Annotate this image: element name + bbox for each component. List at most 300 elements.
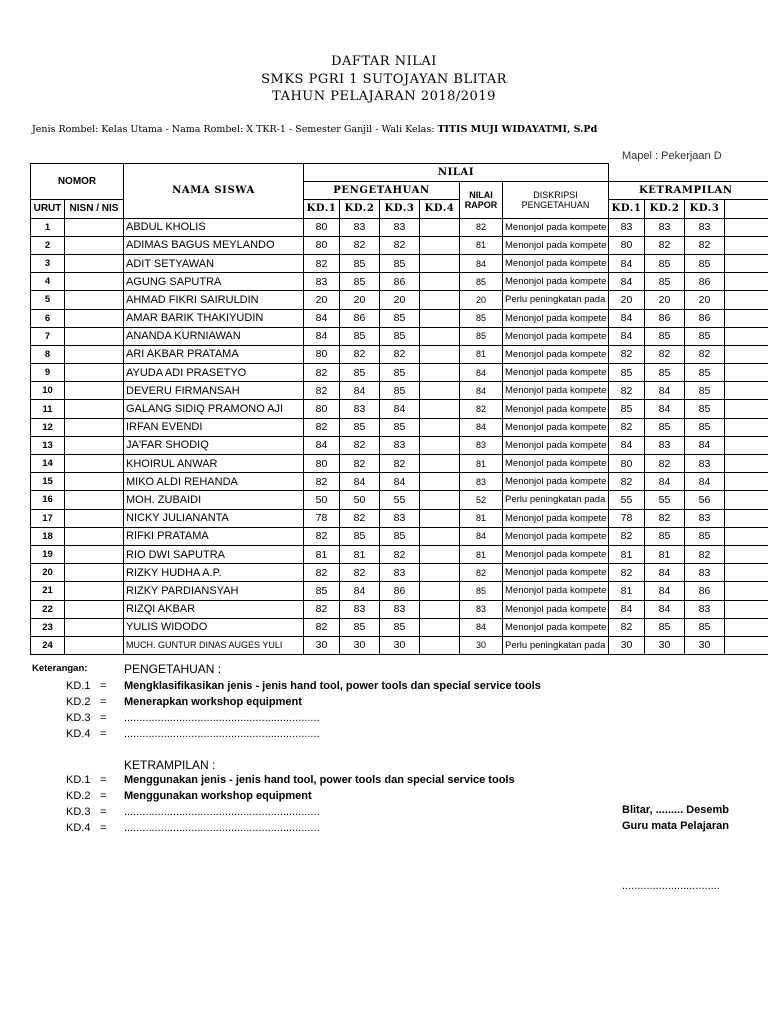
row-k-kd2: 85	[645, 254, 685, 272]
row-p-kd1: 84	[304, 327, 340, 345]
row-k-kd3: 85	[685, 527, 725, 545]
table-row	[31, 400, 768, 418]
header-deskripsi-line1: DISKRIPSI	[533, 189, 578, 200]
row-k-kd3: 83	[685, 564, 725, 582]
row-k-kd4	[725, 545, 768, 563]
row-nisn	[65, 273, 124, 291]
row-p-kd3: 83	[380, 436, 420, 454]
row-k-kd2: 85	[645, 364, 685, 382]
row-p-kd2: 85	[340, 254, 380, 272]
k-kd4-eq: =	[100, 822, 107, 834]
row-p-kd3: 85	[380, 364, 420, 382]
row-p-kd1: 20	[304, 291, 340, 309]
row-k-kd2: 85	[645, 418, 685, 436]
row-p-kd2: 82	[340, 509, 380, 527]
row-k-kd3: 86	[685, 273, 725, 291]
row-deskripsi: Menonjol pada kompete	[503, 473, 609, 491]
table-row	[31, 254, 768, 272]
wali-kelas-name: TITIS MUJI WIDAYATMI, S.Pd	[437, 124, 598, 135]
p-kd2-eq: =	[100, 696, 107, 708]
row-p-kd2: 85	[340, 527, 380, 545]
row-k-kd3: 85	[685, 327, 725, 345]
k-kd1-text: Menggunakan jenis - jenis hand tool, power tools dan special service tools	[124, 774, 515, 786]
row-k-kd2: 55	[645, 491, 685, 509]
row-nisn	[65, 509, 124, 527]
row-deskripsi: Menonjol pada kompete	[503, 327, 609, 345]
row-k-kd4	[725, 400, 768, 418]
row-student-name: RIZQI AKBAR	[124, 600, 304, 618]
p-kd1-eq: =	[100, 680, 107, 692]
row-k-kd3: 30	[685, 636, 725, 654]
row-nilai-rapor: 84	[460, 418, 503, 436]
signature-line: ................................	[622, 880, 720, 892]
row-p-kd4	[420, 527, 460, 545]
table-row	[31, 527, 768, 545]
row-p-kd3: 86	[380, 273, 420, 291]
row-p-kd2: 84	[340, 382, 380, 400]
table-row	[31, 291, 768, 309]
row-k-kd2: 85	[645, 618, 685, 636]
row-k-kd1: 82	[609, 527, 645, 545]
row-student-name: RIFKI PRATAMA	[124, 527, 304, 545]
header-k-kd4	[725, 200, 768, 218]
table-row	[31, 491, 768, 509]
k-kd3-text: ................................................................	[124, 806, 320, 818]
row-k-kd4	[725, 582, 768, 600]
row-nilai-rapor: 85	[460, 273, 503, 291]
row-k-kd1: 84	[609, 254, 645, 272]
row-nisn	[65, 582, 124, 600]
row-k-kd1: 84	[609, 309, 645, 327]
row-p-kd3: 20	[380, 291, 420, 309]
row-p-kd3: 86	[380, 582, 420, 600]
p-kd3-label: KD.3	[66, 712, 91, 724]
k-kd4-label: KD.4	[66, 822, 91, 834]
row-k-kd4	[725, 527, 768, 545]
row-p-kd1: 85	[304, 582, 340, 600]
header-deskripsi-line2: PENGETAHUAN	[521, 199, 590, 210]
row-k-kd1: 82	[609, 618, 645, 636]
row-k-kd4	[725, 291, 768, 309]
row-p-kd4	[420, 273, 460, 291]
row-p-kd4	[420, 254, 460, 272]
row-k-kd2: 84	[645, 600, 685, 618]
row-p-kd3: 83	[380, 564, 420, 582]
row-nilai-rapor: 81	[460, 345, 503, 363]
row-p-kd4	[420, 618, 460, 636]
row-student-name: YULIS WIDODO	[124, 618, 304, 636]
row-k-kd3: 85	[685, 382, 725, 400]
row-k-kd2: 83	[645, 436, 685, 454]
table-row	[31, 545, 768, 563]
header-nilai-rapor	[460, 182, 503, 218]
row-k-kd3: 82	[685, 236, 725, 254]
row-k-kd1: 82	[609, 564, 645, 582]
table-row	[31, 618, 768, 636]
row-p-kd1: 82	[304, 418, 340, 436]
row-p-kd3: 85	[380, 327, 420, 345]
row-p-kd3: 84	[380, 400, 420, 418]
row-student-name: RIO DWI SAPUTRA	[124, 545, 304, 563]
row-urut: 5	[31, 291, 65, 309]
table-row	[31, 636, 768, 654]
row-p-kd3: 55	[380, 491, 420, 509]
row-nilai-rapor: 83	[460, 473, 503, 491]
row-k-kd1: 85	[609, 364, 645, 382]
row-p-kd3: 82	[380, 236, 420, 254]
row-nilai-rapor: 83	[460, 600, 503, 618]
row-nilai-rapor: 84	[460, 527, 503, 545]
row-p-kd2: 82	[340, 436, 380, 454]
row-nisn	[65, 545, 124, 563]
row-student-name: RIZKY PARDIANSYAH	[124, 582, 304, 600]
row-nisn	[65, 491, 124, 509]
row-p-kd3: 30	[380, 636, 420, 654]
row-student-name: KHOIRUL ANWAR	[124, 455, 304, 473]
row-k-kd1: 83	[609, 218, 645, 236]
row-urut: 7	[31, 327, 65, 345]
row-k-kd4	[725, 491, 768, 509]
row-k-kd2: 81	[645, 545, 685, 563]
row-k-kd2: 82	[645, 345, 685, 363]
row-k-kd3: 85	[685, 400, 725, 418]
row-student-name: ABDUL KHOLIS	[124, 218, 304, 236]
row-p-kd1: 84	[304, 436, 340, 454]
header-nisn: NISN / NIS	[65, 200, 124, 218]
row-p-kd4	[420, 436, 460, 454]
row-urut: 15	[31, 473, 65, 491]
row-p-kd2: 85	[340, 364, 380, 382]
table-row	[31, 564, 768, 582]
header-k-kd2: KD.2	[645, 200, 685, 218]
row-urut: 8	[31, 345, 65, 363]
place-date: Blitar, ......... Desemb	[622, 804, 729, 816]
row-p-kd3: 84	[380, 473, 420, 491]
row-student-name: ADIMAS BAGUS MEYLANDO	[124, 236, 304, 254]
row-k-kd2: 83	[645, 218, 685, 236]
row-urut: 23	[31, 618, 65, 636]
document-title: DAFTAR NILAI	[331, 54, 437, 69]
row-urut: 9	[31, 364, 65, 382]
row-student-name: GALANG SIDIQ PRAMONO AJI	[124, 400, 304, 418]
row-k-kd3: 83	[685, 600, 725, 618]
row-k-kd4	[725, 254, 768, 272]
row-k-kd4	[725, 618, 768, 636]
row-nilai-rapor: 20	[460, 291, 503, 309]
row-p-kd4	[420, 473, 460, 491]
row-urut: 12	[31, 418, 65, 436]
k-kd4-text: ................................................................	[124, 822, 320, 834]
row-p-kd4	[420, 345, 460, 363]
row-p-kd2: 50	[340, 491, 380, 509]
row-student-name: ANANDA KURNIAWAN	[124, 327, 304, 345]
row-deskripsi: Menonjol pada kompete	[503, 509, 609, 527]
row-urut: 17	[31, 509, 65, 527]
row-k-kd1: 80	[609, 236, 645, 254]
row-k-kd4	[725, 218, 768, 236]
k-kd1-eq: =	[100, 774, 107, 786]
row-urut: 18	[31, 527, 65, 545]
row-nilai-rapor: 85	[460, 309, 503, 327]
row-k-kd1: 82	[609, 418, 645, 436]
row-p-kd4	[420, 364, 460, 382]
p-kd4-text: ................................................................	[124, 728, 320, 740]
school-name: SMKS PGRI 1 SUTOJAYAN BLITAR	[261, 72, 507, 87]
row-k-kd1: 84	[609, 436, 645, 454]
row-nilai-rapor: 83	[460, 436, 503, 454]
header-pengetahuan: PENGETAHUAN	[304, 182, 460, 200]
row-k-kd1: 20	[609, 291, 645, 309]
k-kd2-eq: =	[100, 790, 107, 802]
row-nisn	[65, 455, 124, 473]
row-nisn	[65, 527, 124, 545]
row-k-kd2: 82	[645, 509, 685, 527]
row-k-kd2: 30	[645, 636, 685, 654]
row-nilai-rapor: 52	[460, 491, 503, 509]
row-p-kd4	[420, 309, 460, 327]
row-p-kd3: 85	[380, 382, 420, 400]
row-nisn	[65, 618, 124, 636]
row-deskripsi: Menonjol pada kompete	[503, 309, 609, 327]
row-k-kd4	[725, 600, 768, 618]
header-k-kd3: KD.3	[685, 200, 725, 218]
row-urut: 20	[31, 564, 65, 582]
row-nilai-rapor: 82	[460, 400, 503, 418]
row-k-kd4	[725, 473, 768, 491]
p-kd3-eq: =	[100, 712, 107, 724]
row-deskripsi: Menonjol pada kompete	[503, 364, 609, 382]
row-p-kd4	[420, 455, 460, 473]
row-nisn	[65, 218, 124, 236]
row-nilai-rapor: 84	[460, 382, 503, 400]
header-nomor: NOMOR	[31, 164, 124, 200]
row-p-kd3: 83	[380, 218, 420, 236]
row-nilai-rapor: 84	[460, 618, 503, 636]
row-p-kd2: 83	[340, 218, 380, 236]
row-p-kd1: 80	[304, 400, 340, 418]
row-nisn	[65, 436, 124, 454]
row-p-kd4	[420, 218, 460, 236]
rombel-text: Jenis Rombel: Kelas Utama - Nama Rombel: X TKR-1 - Semester Ganjil - Wali Kelas:	[32, 124, 435, 135]
row-p-kd2: 85	[340, 618, 380, 636]
row-nisn	[65, 364, 124, 382]
row-student-name: ADIT SETYAWAN	[124, 254, 304, 272]
row-p-kd3: 83	[380, 509, 420, 527]
row-k-kd1: 85	[609, 400, 645, 418]
row-nilai-rapor: 84	[460, 254, 503, 272]
table-row	[31, 509, 768, 527]
row-p-kd2: 85	[340, 327, 380, 345]
row-nisn	[65, 473, 124, 491]
teacher-role: Guru mata Pelajaran	[622, 820, 729, 832]
row-p-kd4	[420, 600, 460, 618]
row-deskripsi: Menonjol pada kompete	[503, 273, 609, 291]
table-row	[31, 345, 768, 363]
table-row	[31, 455, 768, 473]
row-urut: 4	[31, 273, 65, 291]
row-k-kd1: 84	[609, 600, 645, 618]
table-row	[31, 473, 768, 491]
row-nilai-rapor: 30	[460, 636, 503, 654]
row-p-kd2: 85	[340, 273, 380, 291]
row-urut: 22	[31, 600, 65, 618]
row-p-kd4	[420, 491, 460, 509]
row-urut: 11	[31, 400, 65, 418]
row-p-kd3: 85	[380, 254, 420, 272]
k-kd1-label: KD.1	[66, 774, 91, 786]
row-p-kd1: 82	[304, 254, 340, 272]
header-p-kd2: KD.2	[340, 200, 380, 218]
row-p-kd3: 82	[380, 455, 420, 473]
row-p-kd1: 82	[304, 473, 340, 491]
k-kd3-label: KD.3	[66, 806, 91, 818]
table-row	[31, 418, 768, 436]
row-k-kd1: 82	[609, 345, 645, 363]
row-nisn	[65, 236, 124, 254]
row-k-kd1: 84	[609, 327, 645, 345]
k-kd2-text: Menggunakan workshop equipment	[124, 790, 312, 802]
row-deskripsi: Menonjol pada kompete	[503, 254, 609, 272]
row-nilai-rapor: 85	[460, 582, 503, 600]
row-deskripsi: Perlu peningkatan pada	[503, 291, 609, 309]
p-kd2-text: Menerapkan workshop equipment	[124, 696, 302, 708]
row-student-name: JA'FAR SHODIQ	[124, 436, 304, 454]
row-k-kd3: 83	[685, 218, 725, 236]
row-nisn	[65, 600, 124, 618]
row-k-kd1: 55	[609, 491, 645, 509]
row-p-kd1: 80	[304, 455, 340, 473]
row-k-kd2: 85	[645, 527, 685, 545]
row-p-kd2: 20	[340, 291, 380, 309]
row-k-kd4	[725, 364, 768, 382]
table-row	[31, 382, 768, 400]
row-p-kd1: 82	[304, 364, 340, 382]
row-p-kd4	[420, 418, 460, 436]
row-k-kd2: 85	[645, 327, 685, 345]
row-p-kd1: 30	[304, 636, 340, 654]
p-kd4-label: KD.4	[66, 728, 91, 740]
row-k-kd3: 83	[685, 509, 725, 527]
row-p-kd4	[420, 327, 460, 345]
row-k-kd4	[725, 636, 768, 654]
row-deskripsi: Menonjol pada kompete	[503, 455, 609, 473]
table-row	[31, 436, 768, 454]
row-p-kd2: 82	[340, 236, 380, 254]
row-student-name: MOH. ZUBAIDI	[124, 491, 304, 509]
row-student-name: RIZKY HUDHA A.P.	[124, 564, 304, 582]
row-nilai-rapor: 82	[460, 218, 503, 236]
header-blank	[609, 164, 768, 182]
row-k-kd4	[725, 455, 768, 473]
rombel-info	[32, 124, 597, 135]
row-nilai-rapor: 85	[460, 327, 503, 345]
row-student-name: DEVERU FIRMANSAH	[124, 382, 304, 400]
row-urut: 16	[31, 491, 65, 509]
row-nisn	[65, 564, 124, 582]
row-k-kd3: 82	[685, 345, 725, 363]
notes-section	[0, 660, 768, 900]
row-k-kd4	[725, 327, 768, 345]
p-kd2-label: KD.2	[66, 696, 91, 708]
row-k-kd2: 84	[645, 382, 685, 400]
row-p-kd1: 83	[304, 273, 340, 291]
row-deskripsi: Menonjol pada kompete	[503, 218, 609, 236]
row-k-kd4	[725, 236, 768, 254]
row-k-kd1: 81	[609, 545, 645, 563]
k-kd2-label: KD.2	[66, 790, 91, 802]
row-urut: 10	[31, 382, 65, 400]
row-p-kd1: 82	[304, 564, 340, 582]
row-student-name: ARI AKBAR PRATAMA	[124, 345, 304, 363]
k-kd3-eq: =	[100, 806, 107, 818]
row-deskripsi: Menonjol pada kompete	[503, 564, 609, 582]
row-deskripsi: Perlu peningkatan pada	[503, 636, 609, 654]
row-deskripsi: Menonjol pada kompete	[503, 436, 609, 454]
row-nisn	[65, 636, 124, 654]
row-deskripsi: Menonjol pada kompete	[503, 236, 609, 254]
row-p-kd1: 82	[304, 527, 340, 545]
row-nisn	[65, 400, 124, 418]
row-deskripsi: Menonjol pada kompete	[503, 582, 609, 600]
row-k-kd2: 84	[645, 564, 685, 582]
row-urut: 24	[31, 636, 65, 654]
row-urut: 21	[31, 582, 65, 600]
row-p-kd4	[420, 236, 460, 254]
row-k-kd3: 86	[685, 309, 725, 327]
row-k-kd3: 85	[685, 254, 725, 272]
row-k-kd4	[725, 418, 768, 436]
header-deskripsi	[503, 182, 609, 218]
row-p-kd1: 84	[304, 309, 340, 327]
row-p-kd1: 78	[304, 509, 340, 527]
row-nilai-rapor: 82	[460, 564, 503, 582]
row-k-kd2: 82	[645, 236, 685, 254]
row-k-kd3: 86	[685, 582, 725, 600]
row-k-kd1: 82	[609, 473, 645, 491]
row-deskripsi: Menonjol pada kompete	[503, 600, 609, 618]
row-p-kd1: 81	[304, 545, 340, 563]
row-deskripsi: Menonjol pada kompete	[503, 545, 609, 563]
row-p-kd1: 82	[304, 600, 340, 618]
row-deskripsi: Perlu peningkatan pada	[503, 491, 609, 509]
row-p-kd1: 80	[304, 236, 340, 254]
row-p-kd3: 83	[380, 600, 420, 618]
row-p-kd4	[420, 382, 460, 400]
p-kd4-eq: =	[100, 728, 107, 740]
row-urut: 14	[31, 455, 65, 473]
p-kd1-text: Mengklasifikasikan jenis - jenis hand tool, power tools dan special service tools	[124, 680, 541, 692]
row-student-name: IRFAN EVENDI	[124, 418, 304, 436]
row-k-kd2: 84	[645, 400, 685, 418]
row-nilai-rapor: 81	[460, 236, 503, 254]
row-k-kd2: 20	[645, 291, 685, 309]
ketrampilan-label: KETRAMPILAN :	[124, 758, 216, 772]
grade-table-wrapper	[30, 163, 768, 652]
table-row	[31, 273, 768, 291]
row-k-kd1: 81	[609, 582, 645, 600]
row-k-kd2: 84	[645, 582, 685, 600]
row-nisn	[65, 382, 124, 400]
row-k-kd3: 85	[685, 418, 725, 436]
row-k-kd3: 83	[685, 455, 725, 473]
p-kd1-label: KD.1	[66, 680, 91, 692]
row-k-kd2: 84	[645, 473, 685, 491]
row-p-kd2: 82	[340, 564, 380, 582]
row-k-kd1: 80	[609, 455, 645, 473]
table-row	[31, 236, 768, 254]
row-nisn	[65, 309, 124, 327]
row-k-kd4	[725, 345, 768, 363]
